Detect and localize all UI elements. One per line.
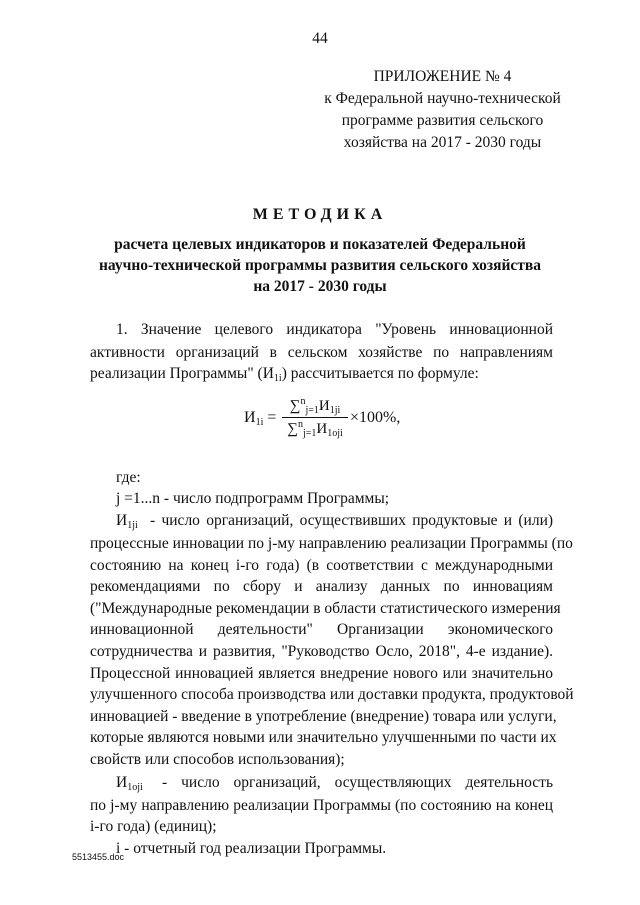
paragraph-line: - число организаций, осуществивших продуктовые и (или) [150, 512, 554, 529]
fraction-bar [282, 417, 348, 418]
appendix-header [280, 66, 605, 154]
file-name-footer: 5513455.doc [72, 852, 125, 862]
formula-fraction [282, 396, 348, 439]
page-number: 44 [312, 30, 328, 47]
paragraph-line: 1. Значение целевого индикатора "Уровень инновационной [116, 321, 554, 338]
paragraph-line: реализации Программы" $(И_{1i})$ рассчитывается по формуле: [90, 365, 479, 384]
i1ji-symbol: $И_{1ji}$ [116, 512, 138, 531]
appendix-line: программе развития сельского [341, 112, 544, 129]
subtitle-line: расчета целевых индикаторов и показателей Федеральной [114, 236, 526, 253]
formula-denominator: $\sum^n_{j=1}И_{1oji}$ [287, 419, 343, 439]
paragraph-line: инновацией - введение в употребление (внедрение) товара или услуги, [90, 708, 557, 725]
paragraph-line: состоянию на конец i-го года) (в соответствии с международными [90, 557, 553, 574]
paragraph-line: процессные инновации по j-му направлению реализации Программы (по [90, 535, 573, 552]
appendix-line: хозяйства на 2017 - 2030 годы [343, 134, 542, 151]
paragraph-line: ("Международные рекомендации в области статистического измерения [90, 600, 561, 617]
formula-lhs: $И_{1i}$ = [244, 409, 277, 428]
paragraph-line: сотрудничества и развития, "Руководство Осло, 2018", 4-е издание). [90, 643, 553, 660]
appendix-line: к Федеральной научно-технической [324, 90, 561, 107]
formula-rhs: ×100%, [350, 409, 401, 426]
formula-numerator: $\sum^n_{j=1}И_{1ji}$ [289, 396, 341, 416]
paragraph-line: свойств или способов использования); [90, 751, 345, 768]
subtitle-line: на 2017 - 2030 годы [253, 278, 387, 295]
formula [0, 392, 640, 450]
paragraph-line: по j-му направлению реализации Программы (по состоянию на конец [90, 797, 553, 814]
document-subtitle [90, 234, 550, 297]
paragraph-line: i-го года) (единиц); [90, 818, 217, 835]
where-label: где: [116, 469, 141, 486]
paragraph-line: улучшенного способа производства или доставки продукта, продуктовой [90, 686, 574, 703]
document-title: МЕТОДИКА [252, 206, 388, 223]
paragraph-line: Процессной инновацией является внедрение нового или значительно [90, 665, 553, 682]
i-definition: i - отчетный год реализации Программы. [116, 840, 387, 857]
paragraph-line: - число организаций, осуществляющих деятельность [162, 774, 554, 791]
indicator-symbol: И [262, 365, 274, 382]
paragraph-line: которые являются новыми или значительно улучшенными по части их [90, 729, 557, 746]
paragraph-line: инновационной деятельности" Организации экономического [90, 621, 553, 638]
paragraph-line: активности организаций в сельском хозяйстве по направлениям [90, 344, 553, 361]
appendix-heading: ПРИЛОЖЕНИЕ № 4 [373, 68, 512, 85]
paragraph-line: рекомендациями по сбору и анализу данных по инновациям [90, 578, 553, 595]
subtitle-line: научно-технической программы развития сельского хозяйства [98, 257, 542, 274]
i1oji-symbol: $И_{1oji}$ [116, 774, 143, 793]
j-definition: j =1...n - число подпрограмм Программы; [116, 490, 390, 507]
